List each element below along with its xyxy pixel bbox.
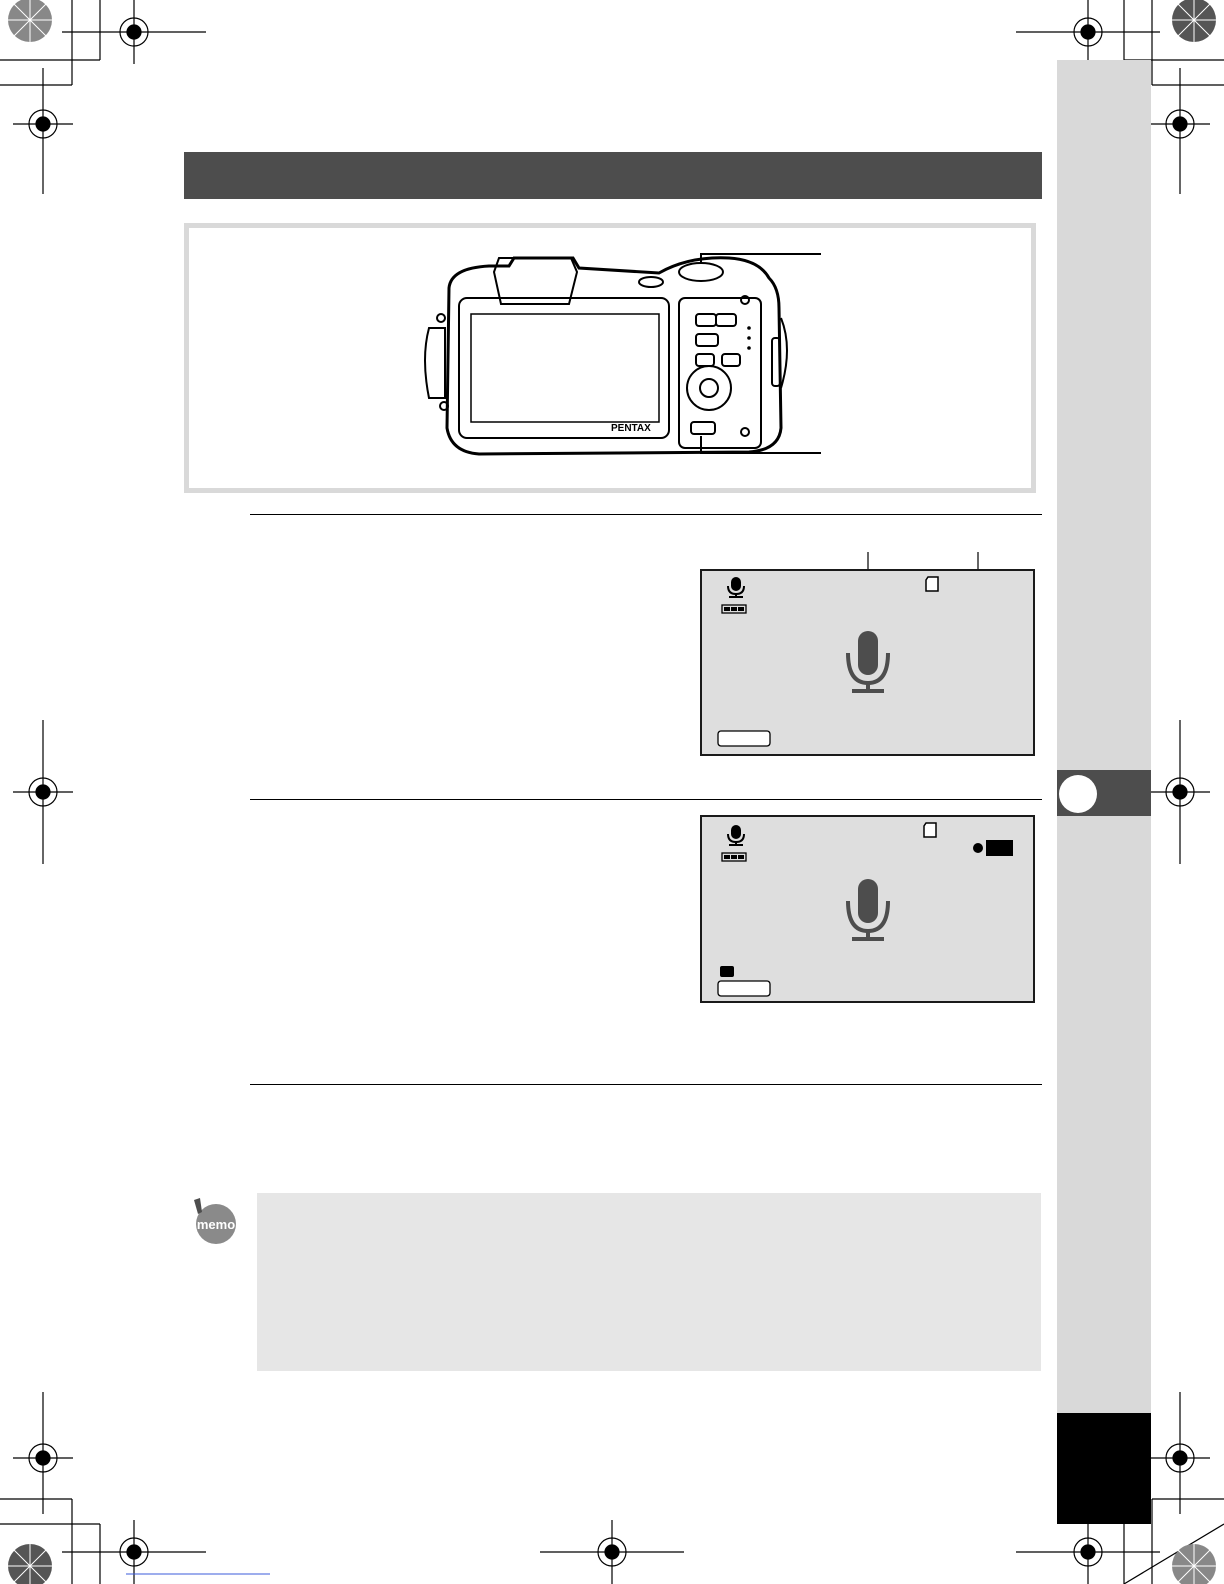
ok-button-icon xyxy=(720,966,734,977)
memo-panel xyxy=(257,1193,1041,1371)
microphone-icon xyxy=(728,577,744,598)
battery-icon xyxy=(722,853,746,861)
microphone-icon xyxy=(848,631,888,693)
lcd-screen-recording xyxy=(700,815,1035,1003)
step-divider xyxy=(250,799,1042,800)
shutter-guide-box xyxy=(718,731,770,746)
chapter-number-circle xyxy=(1059,775,1097,813)
memo-label: memo xyxy=(196,1217,236,1232)
recording-indicator-box xyxy=(986,840,1013,856)
page-number-block xyxy=(1057,1413,1151,1524)
camera-brand-label: PENTAX xyxy=(611,423,651,434)
camera-back-illustration xyxy=(189,228,1031,488)
lcd-screen-standby xyxy=(700,569,1035,756)
step-divider xyxy=(250,1084,1042,1085)
camera-figure-box xyxy=(184,223,1036,493)
step-divider xyxy=(250,514,1042,515)
recording-dot-icon xyxy=(973,843,983,853)
section-header-bar xyxy=(184,152,1042,199)
microphone-icon xyxy=(728,825,744,846)
battery-icon xyxy=(722,605,746,613)
memo-icon xyxy=(188,1198,240,1244)
memory-card-icon xyxy=(926,577,938,591)
shutter-guide-box xyxy=(718,981,770,996)
memory-card-icon xyxy=(924,823,936,837)
microphone-icon xyxy=(848,879,888,941)
